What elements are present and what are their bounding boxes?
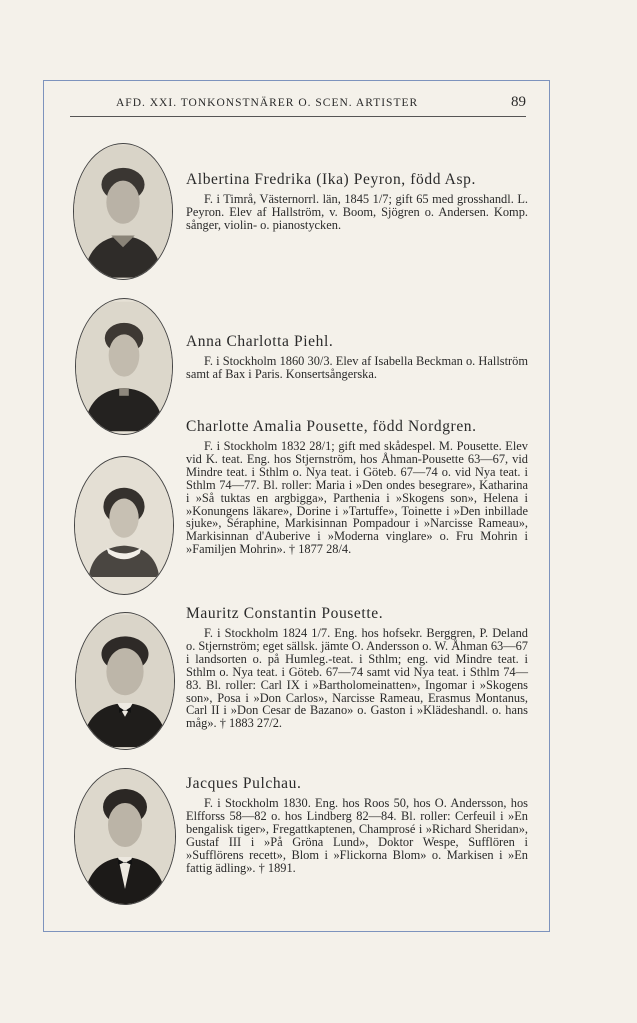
entry-peyron	[186, 171, 528, 232]
portrait-peyron	[73, 143, 173, 280]
portrait-charlotte-pousette	[74, 456, 174, 595]
entry-body: F. i Stockholm 1832 28/1; gift med skådespel. M. Pousette. Elev vid K. teat. Eng. hos Stjernström, hos Åhman-Pousette 63—67, vid Mindre teat. i Sthlm o. Nya teat. i Göteb. 67—74 o. vid Nya teat. i Sthlm 74—77. Bl. roller: Maria i »Den ondes besegrare», Katharina i »Så tuktas en argbigga», Parthenia i »Skogens son», Helena i »Konungens läkare», Dorine i »Tartuffe», Toinette i »Den inbillade sjuke», Séraphine, Markisinnan Pompadour i »Narcisse Rameau», Markisinnan d'Auberive i »Moderna vinglare» o. Fru Mohrin i »Familjen Mohrin». † 1877 28/4.	[186, 439, 528, 557]
portrait-mauritz-pousette	[75, 612, 175, 750]
entry-name: Anna Charlotta Piehl.	[186, 333, 334, 350]
entry-name: Albertina Fredrika (Ika) Peyron, född Asp.	[186, 171, 476, 188]
portrait-pulchau	[74, 768, 176, 905]
entry-body: F. i Stockholm 1830. Eng. hos Roos 50, hos O. Andersson, hos Elfforss 58—82 o. hos Lindberg 82—84. Bl. roller: Cerfeuil i »En bengalisk tiger», Fregattkaptenen, Champrosé i »Richard Sheridan», Gustaf III i »På Gröna Lund», Doktor Wespe, Sufflören i »Sufflörens recett», Blom i »Flickorna Blom» o. Markisen i »En fattig ädling». † 1891.	[186, 796, 528, 875]
portrait-woman-image	[75, 457, 173, 594]
page-number: 89	[511, 94, 526, 110]
entry-name: Mauritz Constantin Pousette.	[186, 605, 384, 622]
portrait-woman-image	[74, 144, 172, 279]
entry-body: F. i Timrå, Västernorrl. län, 1845 1/7; gift 65 med grosshandl. L. Peyron. Elev af Hallström, v. Boom, Sjögren o. Andersen. Komp. sånger, violin- o. pianostycken.	[186, 192, 528, 232]
entry-name: Jacques Pulchau.	[186, 775, 302, 792]
entry-body: F. i Stockholm 1824 1/7. Eng. hos hofsekr. Berggren, P. Deland o. Stjernström; eget sällsk. jämte O. Andersson o. W. Åhman 63—67 i landsorten o. på Humleg.-teat. i Sthlm; eng. vid Mindre teat. i Sthlm o. Nya teat. i Göteb. 67—74 samt vid Nya teat. i Sthlm 74—83. Bl. roller: Carl IX i »Bartholomeinatten», Ingomar i »Skogens son», Posa i »Don Carlos», Narcisse Rameau, Erasmus Montanus, Carl II i »Don Cesar de Bazano» o. Gaston i »Klädeshandl. o. hans måg». † 1883 27/2.	[186, 626, 528, 731]
page-header	[70, 94, 526, 117]
running-title: AFD. XXI. TONKONSTNÄRER O. SCEN. ARTISTER	[116, 97, 419, 109]
entry-pulchau	[186, 775, 528, 874]
entry-charlotte-pousette	[186, 418, 528, 556]
entry-mauritz-pousette	[186, 605, 528, 730]
portrait-woman-image	[76, 299, 172, 434]
portrait-piehl	[75, 298, 173, 435]
portrait-man-image	[76, 613, 174, 749]
entry-name: Charlotte Amalia Pousette, född Nordgren.	[186, 418, 477, 435]
entry-body: F. i Stockholm 1860 30/3. Elev af Isabella Beckman o. Hallström samt af Bax i Paris. Konsertsångerska.	[186, 354, 528, 381]
portrait-man-image	[75, 769, 175, 904]
entry-piehl	[186, 333, 528, 381]
